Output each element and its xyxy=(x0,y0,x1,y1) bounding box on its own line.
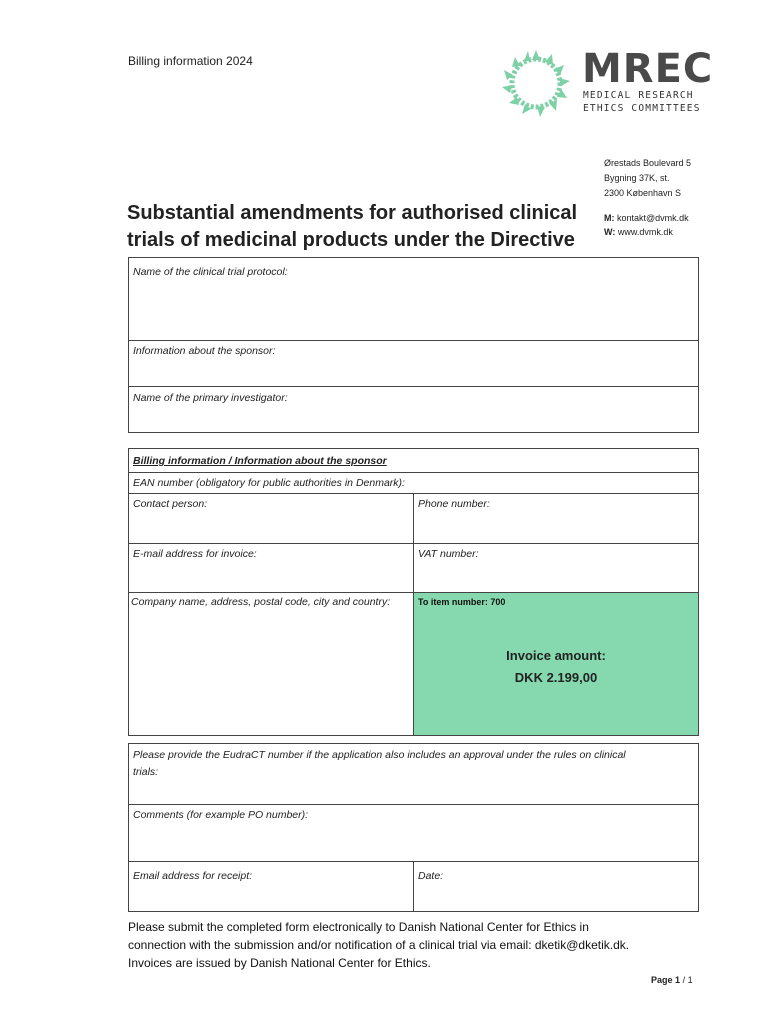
eudract-line: trials: xyxy=(133,766,159,778)
invoice-amount-label: Invoice amount: xyxy=(506,648,606,663)
logo-subtitle-line2: ETHICS COMMITTEES xyxy=(583,103,701,114)
title-line: trials of medicinal products under the Directive xyxy=(127,229,575,251)
logo-wordmark: MREC xyxy=(582,46,714,92)
sponsor-info-field[interactable]: Information about the sponsor: xyxy=(133,345,276,357)
contact-block xyxy=(604,211,689,239)
logo-wreath-icon xyxy=(500,48,572,118)
divider xyxy=(128,386,699,387)
title-line: Substantial amendments for authorised clinical xyxy=(127,202,578,224)
instruction-line: Please submit the completed form electronically to Danish National Center for Ethics in xyxy=(128,920,589,934)
company-address-field[interactable]: Company name, address, postal code, city and country: xyxy=(131,596,391,608)
divider xyxy=(128,340,699,341)
protocol-name-field[interactable]: Name of the clinical trial protocol: xyxy=(133,266,288,278)
page-separator: / xyxy=(682,975,686,985)
logo-subtitle-line1: MEDICAL RESEARCH xyxy=(583,90,694,101)
billing-heading: Billing information / Information about the sponsor xyxy=(133,455,387,467)
page-number xyxy=(651,975,693,985)
web-label: W: xyxy=(604,227,616,237)
ean-number-field[interactable]: EAN number (obligatory for public authorities in Denmark): xyxy=(133,477,405,489)
document-header-label: Billing information 2024 xyxy=(128,54,253,68)
contact-person-field[interactable]: Contact person: xyxy=(133,498,208,510)
address-line: 2300 København S xyxy=(604,188,682,198)
comments-field[interactable]: Comments (for example PO number): xyxy=(133,809,309,821)
invoice-email-field[interactable]: E-mail address for invoice: xyxy=(133,548,257,560)
primary-investigator-field[interactable]: Name of the primary investigator: xyxy=(133,392,288,404)
address-line: Ørestads Boulevard 5 xyxy=(604,158,692,168)
submission-instructions xyxy=(128,918,698,972)
invoice-amount-value: DKK 2.199,00 xyxy=(514,670,598,685)
contact-email[interactable]: kontakt@dvmk.dk xyxy=(617,213,689,223)
phone-number-field[interactable]: Phone number: xyxy=(418,498,490,510)
eudract-number-field[interactable] xyxy=(133,747,693,781)
vat-number-field[interactable]: VAT number: xyxy=(418,548,479,560)
column-divider xyxy=(413,861,414,912)
divider xyxy=(128,472,699,473)
page-current: 1 xyxy=(675,975,681,985)
receipt-email-field[interactable]: Email address for receipt: xyxy=(133,870,253,882)
instruction-line: Invoices are issued by Danish National Center for Ethics. xyxy=(128,956,431,970)
mail-label: M: xyxy=(604,213,615,223)
page-title xyxy=(127,200,597,254)
contact-website[interactable]: www.dvmk.dk xyxy=(617,227,673,237)
page-total: 1 xyxy=(687,975,693,985)
mrec-logo xyxy=(500,46,714,118)
item-number: To item number: 700 xyxy=(418,597,506,607)
date-field[interactable]: Date: xyxy=(418,870,444,882)
eudract-line: Please provide the EudraCT number if the application also includes an approval under the rules on clinical xyxy=(133,749,626,761)
address-line: Bygning 37K, st. xyxy=(604,173,670,183)
instruction-line: connection with the submission and/or notification of a clinical trial via email: dketik@dketik.dk. xyxy=(128,938,630,952)
page-label: Page xyxy=(651,975,673,985)
divider xyxy=(128,804,699,805)
address-block xyxy=(604,156,691,201)
column-divider xyxy=(413,493,414,736)
